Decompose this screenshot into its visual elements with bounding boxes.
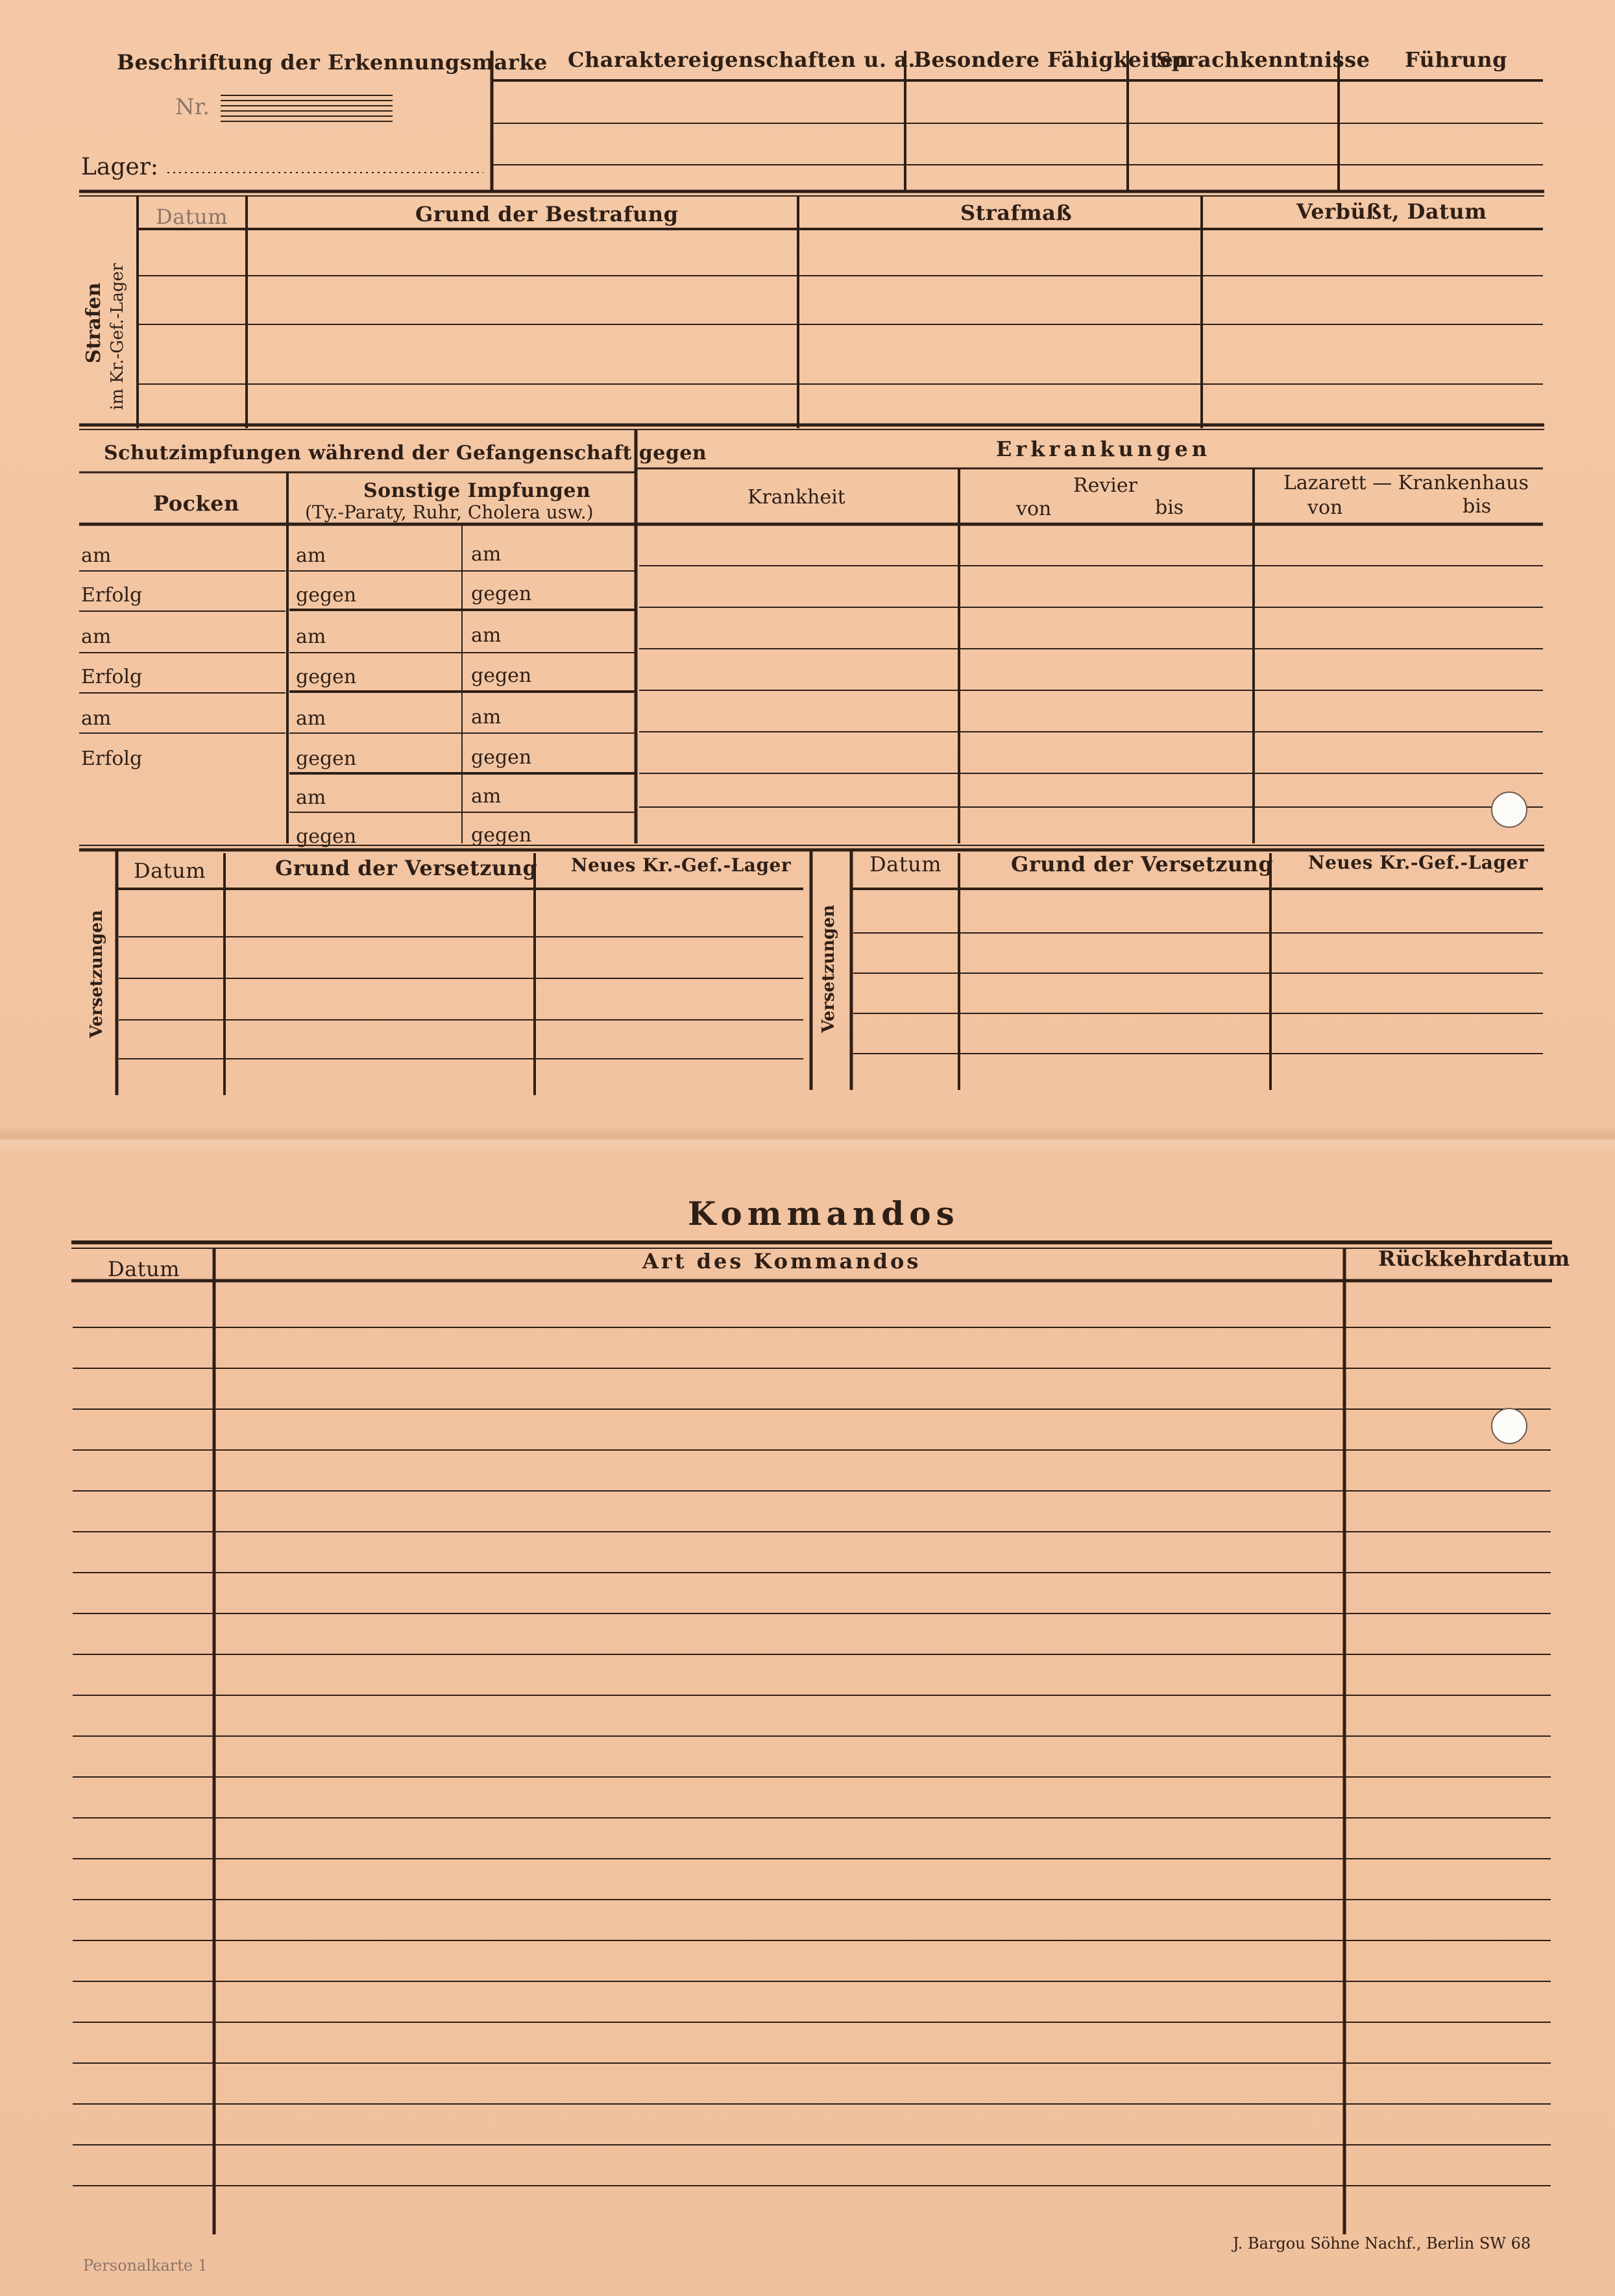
versetzung-col-lager: Neues Kr.-Gef.-Lager [1308,852,1529,873]
versetzung-col-grund: Grund der Versetzung [275,856,538,880]
nr-label: Nr. [175,94,210,120]
printer-imprint: J. Bargou Söhne Nachf., Berlin SW 68 [1233,2234,1531,2253]
sonstige-b-label: am [471,785,502,808]
versetzung-col-datum: Datum [869,852,942,876]
kommando-col-datum: Datum [108,1257,180,1281]
sonstige-b-label: am [471,706,502,729]
form-number: Personalkarte 1 [83,2256,208,2275]
sonstige-b-label: am [471,543,502,566]
strafen-col-grund: Grund der Bestrafung [415,202,679,226]
erkennungsmarke-heading: Beschriftung der Erkennungsmarke [117,50,548,75]
col-besondere-faehigkeiten: Besondere Fähigkeiten [914,47,1189,72]
kommando-col-art: Art des Kommandos [642,1249,921,1274]
krankheit-header: Krankheit [747,486,845,509]
pocken-row-label: am [81,544,112,567]
col-sprachkenntnisse: Sprachkenntnisse [1156,47,1370,72]
strafen-side-label-2: im Kr.-Gef.-Lager [108,263,127,410]
strafen-col-verbuesst: Verbüßt, Datum [1296,199,1487,224]
sonstige-a-label: gegen [296,666,357,688]
pocken-header: Pocken [153,491,239,516]
revier-header: Revier [1073,474,1137,497]
revier-von: von [1016,498,1052,520]
sonstige-b-label: gegen [471,746,532,769]
pocken-row-label: Erfolg [81,747,143,770]
sonstige-b-label: am [471,624,502,647]
pocken-row-label: Erfolg [81,666,143,688]
impfungen-heading: Schutzimpfungen während der Gefangenschaft gegen [104,442,707,465]
versetzung-col-lager: Neues Kr.-Gef.-Lager [571,854,792,876]
pocken-row-label: am [81,625,112,648]
sonstige-a-label: gegen [296,825,357,848]
lager-field[interactable] [169,153,483,173]
kommando-col-rueckkehr: Rückkehrdatum [1378,1246,1570,1271]
sonstige-a-label: gegen [296,747,357,770]
punch-hole [1491,1408,1527,1444]
lager-label: Lager: [81,154,159,180]
versetzung-col-datum: Datum [134,858,206,883]
pocken-row-label: Erfolg [81,584,143,607]
lazarett-von: von [1307,496,1343,519]
erkrankungen-heading: Erkrankungen [996,437,1211,461]
col-fuehrung: Führung [1405,47,1507,72]
sonstige-b-label: gegen [471,664,532,687]
sonstige-a-label: am [296,786,326,809]
versetzungen-side-label: Versetzungen [87,910,106,1038]
sonstige-subheader: (Ty.-Paraty, Ruhr, Cholera usw.) [305,501,594,523]
punch-hole [1491,792,1527,828]
col-charaktereigenschaften: Charaktereigenschaften u. a. [568,47,916,72]
versetzungen-side-label: Versetzungen [819,904,838,1033]
strafen-side-label: Strafen [82,282,105,363]
strafen-col-strafmass: Strafmaß [960,200,1073,225]
kommandos-title: Kommandos [688,1194,960,1233]
sonstige-a-label: am [296,707,326,730]
strafen-col-datum: Datum [156,204,228,229]
lazarett-bis: bis [1463,495,1492,518]
sonstige-a-label: gegen [296,584,357,607]
pocken-row-label: am [81,707,112,730]
versetzung-col-grund: Grund der Versetzung [1011,852,1274,876]
sonstige-b-label: gegen [471,824,532,847]
revier-bis: bis [1155,496,1184,519]
sonstige-header: Sonstige Impfungen [363,479,591,502]
lazarett-header: Lazarett — Krankenhaus [1283,472,1529,494]
sonstige-a-label: am [296,544,326,567]
fold-crease [0,1126,1615,1152]
sonstige-a-label: am [296,625,326,648]
sonstige-b-label: gegen [471,583,532,605]
